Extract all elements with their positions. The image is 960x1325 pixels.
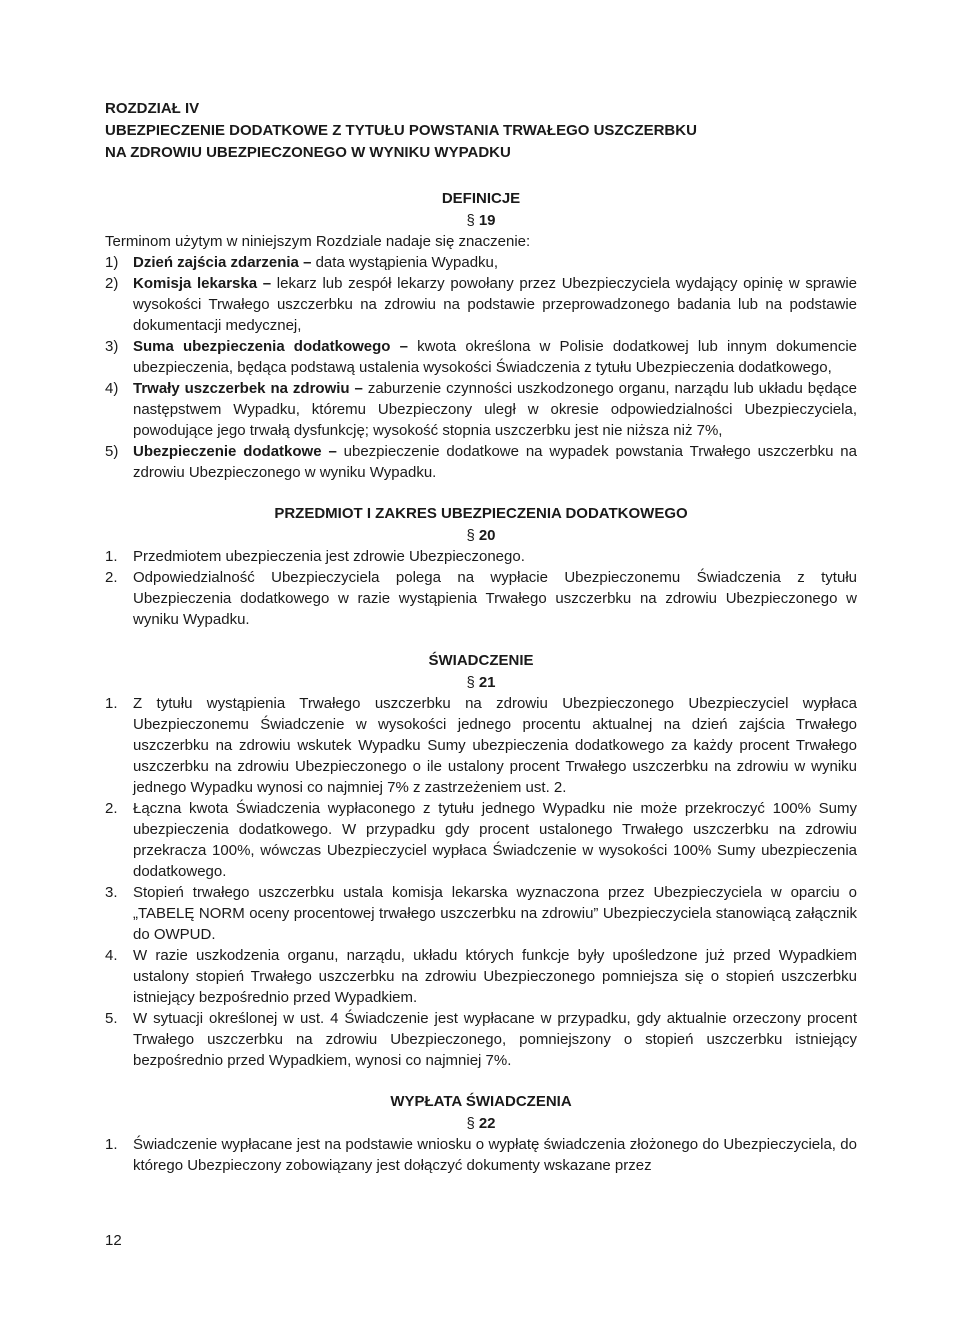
section — [105, 1091, 857, 1176]
item-number: 2. — [105, 800, 118, 817]
section — [105, 188, 857, 483]
paragraph-number — [105, 1113, 857, 1134]
item-number: 1. — [105, 1136, 118, 1153]
item-text: kwota określona w Polisie dodatkowej lub innym dokumencie ubezpieczenia, będąca podstawą ustalenia wysokości Świadczenia z tytułu Ubezpieczenia dodatkowego, — [133, 338, 858, 376]
item-term: Ubezpieczenie dodatkowe — [133, 443, 322, 460]
list-item — [105, 546, 857, 567]
item-number: 3) — [105, 338, 119, 355]
item-text: Świadczenie wypłacane jest na podstawie wniosku o wypłatę świadczenia złożonego do Ubezpieczyciela, do którego Ubezpieczony zobowiązany jest dołączyć dokumenty wskazane przez — [133, 1136, 857, 1174]
list-item — [105, 567, 857, 630]
item-text: data wystąpienia Wypadku, — [315, 254, 499, 271]
item-list — [105, 252, 857, 483]
paragraph-sign: § — [466, 674, 475, 691]
item-text: Przedmiotem ubezpieczenia jest zdrowie Ubezpieczonego. — [133, 548, 525, 565]
item-list — [105, 693, 857, 1071]
list-item — [105, 945, 857, 1008]
paragraph-number-value: 20 — [478, 527, 496, 544]
list-item — [105, 336, 857, 378]
item-text: W sytuacji określonej w ust. 4 Świadczenie jest wypłacane w przypadku, gdy aktualnie orzeczony procent Trwałego uszczerbku na zdrowiu Ubezpieczonego, pomniejszony o stopień uszczerbku istniejący bezpośrednio przed Wypadkiem, wynosi co najmniej 7%. — [133, 1010, 857, 1069]
list-item — [105, 798, 857, 882]
document-page — [105, 98, 857, 1176]
list-item — [105, 252, 857, 273]
section — [105, 503, 857, 630]
item-number: 3. — [105, 884, 118, 901]
item-number: 4. — [105, 947, 118, 964]
paragraph-sign: § — [466, 212, 475, 229]
item-number: 5. — [105, 1010, 118, 1027]
item-number: 1) — [105, 254, 119, 271]
item-number: 4) — [105, 380, 119, 397]
item-dash: – — [298, 254, 316, 271]
page-number: 12 — [105, 1232, 122, 1249]
chapter-heading — [105, 98, 857, 164]
paragraph-number — [105, 525, 857, 546]
list-item — [105, 1008, 857, 1071]
paragraph-number-value: 19 — [478, 212, 496, 229]
item-list — [105, 546, 857, 630]
item-term: Trwały uszczerbek na zdrowiu — [133, 380, 350, 397]
item-text: lekarz lub zespół lekarzy powołany przez Ubezpieczyciela wydający opinię w sprawie wysokości Trwałego uszczerbku na zdrowiu na podstawie przeprowadzonego badania lub na podstawie dokumentacji medycznej, — [133, 275, 858, 334]
list-item — [105, 882, 857, 945]
item-number: 2) — [105, 275, 119, 292]
item-dash: – — [321, 443, 344, 460]
item-text: Z tytułu wystąpienia Trwałego uszczerbku na zdrowiu Ubezpieczonego Ubezpieczyciel wypłaca Ubezpieczonemu Świadczenie w wysokości jednego procentu aktualnej na dzień zajścia Trwałego uszczerbku na zdrowiu wskutek Wypadku Sumy ubezpieczenia dodatkowego za każdy procent Trwałego uszczerbku na zdrowiu Ubezpieczonego o ile ustalony procent Trwałego uszczerbku na zdrowiu w wyniku jednego Wypadku wynosi co najmniej 7% z zastrzeżeniem ust. 2. — [133, 695, 857, 796]
list-item — [105, 1134, 857, 1176]
chapter-title-line-1: UBEZPIECZENIE DODATKOWE Z TYTUŁU POWSTANIA TRWAŁEGO USZCZERBKU — [105, 122, 697, 139]
paragraph-sign: § — [466, 1115, 475, 1132]
item-number: 2. — [105, 569, 118, 586]
item-term: Suma ubezpieczenia dodatkowego — [133, 338, 391, 355]
paragraph-number — [105, 210, 857, 231]
chapter-number: ROZDZIAŁ IV — [105, 100, 200, 117]
item-text: Odpowiedzialność Ubezpieczyciela polega na wypłacie Ubezpieczonemu Świadczenia z tytułu Ubezpieczenia dodatkowego w razie wystąpienia Trwałego uszczerbku na zdrowiu Ubezpieczonego w wyniku Wypadku. — [133, 569, 857, 628]
item-number: 1. — [105, 548, 118, 565]
paragraph-number — [105, 672, 857, 693]
item-text: ubezpieczenie dodatkowe na wypadek powstania Trwałego uszczerbku na zdrowiu Ubezpieczonego w wyniku Wypadku. — [133, 443, 857, 481]
section-title: PRZEDMIOT I ZAKRES UBEZPIECZENIA DODATKOWEGO — [274, 505, 688, 522]
section-title: WYPŁATA ŚWIADCZENIA — [390, 1093, 572, 1110]
section — [105, 650, 857, 1071]
item-text: Stopień trwałego uszczerbku ustala komisja lekarska wyznaczona przez Ubezpieczyciela w oparciu o „TABELĘ NORM oceny procentowej trwałego uszczerbku na zdrowiu” Ubezpieczyciela stanowiącą załącznik do OWPUD. — [133, 884, 857, 943]
list-item — [105, 441, 857, 483]
paragraph-number-value: 22 — [478, 1115, 496, 1132]
item-dash: – — [257, 275, 277, 292]
list-item — [105, 273, 857, 336]
item-text: zaburzenie czynności uszkodzonego organu, narządu lub układu będące następstwem Wypadku, któremu Ubezpieczony uległ w okresie odpowiedzialności Ubezpieczyciela, powodujące jego trwałą dysfunkcję; wysokość stopnia uszczerbku jest nie niższa niż 7%, — [133, 380, 857, 439]
item-list — [105, 1134, 857, 1176]
item-text: W razie uszkodzenia organu, narządu, układu których funkcje były upośledzone już przed Wypadkiem ustalony stopień Trwałego uszczerbku na zdrowiu Ubezpieczonego pomniejsza się o stopień uszczerbku istniejący bezpośrednio przed Wypadkiem. — [133, 947, 857, 1006]
item-number: 1. — [105, 695, 118, 712]
item-number: 5) — [105, 443, 119, 460]
chapter-title-line-2: NA ZDROWIU UBEZPIECZONEGO W WYNIKU WYPADKU — [105, 144, 511, 161]
section-title: ŚWIADCZENIE — [428, 652, 534, 669]
paragraph-sign: § — [466, 527, 475, 544]
list-item — [105, 378, 857, 441]
section-title: DEFINICJE — [441, 190, 521, 207]
item-term: Komisja lekarska — [133, 275, 258, 292]
paragraph-number-value: 21 — [478, 674, 496, 691]
section-intro: Terminom użytym w niniejszym Rozdziale nadaje się znaczenie: — [105, 233, 531, 250]
sections-container — [105, 188, 857, 1176]
item-dash: – — [349, 380, 368, 397]
item-term: Dzień zajścia zdarzenia — [133, 254, 299, 271]
item-text: Łączna kwota Świadczenia wypłaconego z tytułu jednego Wypadku nie może przekroczyć 100% Sumy ubezpieczenia dodatkowego. W przypadku gdy procent ustalonego Trwałego uszczerbku na zdrowiu przekracza 100%, wówczas Ubezpieczyciel wypłaca Świadczenie w wysokości 100% Sumy ubezpieczenia dodatkowego. — [133, 800, 857, 880]
list-item — [105, 693, 857, 798]
item-dash: – — [390, 338, 418, 355]
